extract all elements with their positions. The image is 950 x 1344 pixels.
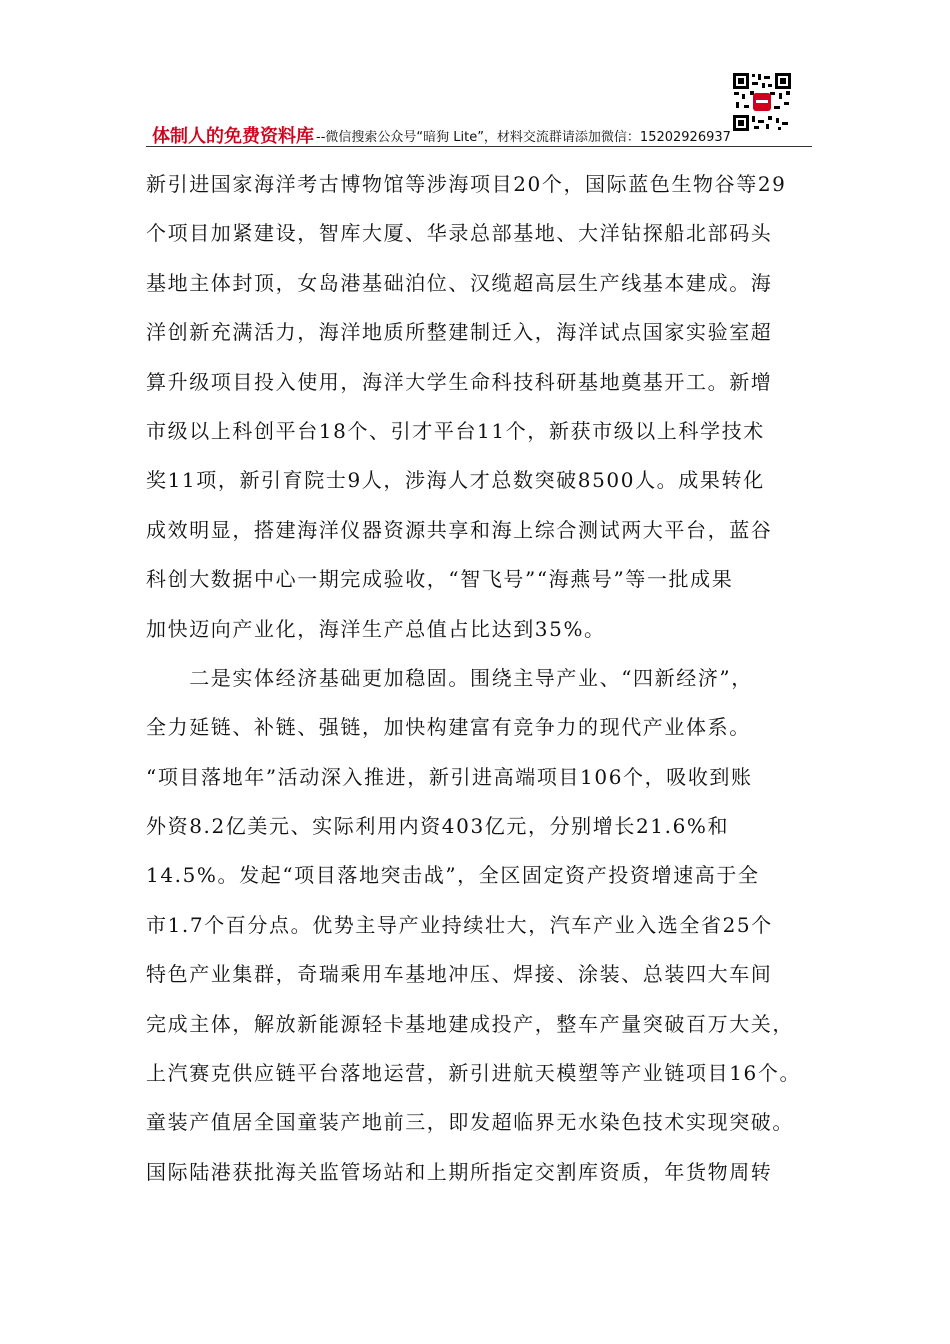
- text-line: 全力延链、补链、强链，加快构建富有竞争力的现代产业体系。: [146, 715, 751, 740]
- qr-code-icon: [732, 72, 792, 132]
- text-line: 童装产值居全国童装产地前三，即发超临界无水染色技术实现突破。: [146, 1110, 794, 1135]
- text-line: 14.5%。发起“项目落地突击战”，全区固定资产投资增速高于全: [146, 863, 760, 888]
- text-line: 洋创新充满活力，海洋地质所整建制迁入，海洋试点国家实验室超: [146, 320, 773, 345]
- text-line: 市1.7个百分点。优势主导产业持续壮大，汽车产业入选全省25个: [146, 912, 773, 937]
- text-line: 成效明显，搭建海洋仪器资源共享和海上综合测试两大平台，蓝谷: [146, 517, 773, 542]
- text-line: 特色产业集群，奇瑞乘用车基地冲压、焊接、涂装、总装四大车间: [146, 962, 773, 987]
- document-body: [146, 160, 811, 1197]
- paragraph-start-line: 二是实体经济基础更加稳固。围绕主导产业、“四新经济”，: [146, 665, 753, 690]
- text-line: 外资8.2亿美元、实际利用内资403亿元，分别增长21.6%和: [146, 814, 730, 839]
- text-line: 算升级项目投入使用，海洋大学生命科技科研基地奠基开工。新增: [146, 369, 773, 394]
- text-line: 基地主体封顶，女岛港基础泊位、汉缆超高层生产线基本建成。海: [146, 270, 773, 295]
- text-line: 新引进国家海洋考古博物馆等涉海项目20个，国际蓝色生物谷等29: [146, 172, 787, 196]
- text-line: 科创大数据中心一期完成验收，“智飞号”“海燕号”等一批成果: [146, 567, 734, 592]
- text-line: 上汽赛克供应链平台落地运营，新引进航天模塑等产业链项目16个。: [146, 1061, 802, 1086]
- header-slogan: --微信搜索公众号“暗狗 Lite”，材料交流群请添加微信：15202926937: [316, 130, 731, 145]
- text-line: 奖11项，新引育院士9人，涉海人才总数突破8500人。成果转化: [146, 468, 765, 493]
- text-line: 完成主体，解放新能源轻卡基地建成投产，整车产量突破百万大关，: [146, 1011, 794, 1036]
- page-header: [146, 118, 812, 147]
- text-line: 加快迈向产业化，海洋生产总值占比达到35%。: [146, 616, 606, 641]
- text-line: 国际陆港获批海关监管场站和上期所指定交割库资质，年货物周转: [146, 1159, 773, 1184]
- text-line: 市级以上科创平台18个、引才平台11个，新获市级以上科学技术: [146, 418, 765, 443]
- text-line: “项目落地年”活动深入推进，新引进高端项目106个，吸收到账: [146, 764, 753, 789]
- header-brand: 体制人的免费资料库: [152, 126, 314, 147]
- text-line: 个项目加紧建设，智库大厦、华录总部基地、大洋钻探船北部码头: [146, 221, 773, 246]
